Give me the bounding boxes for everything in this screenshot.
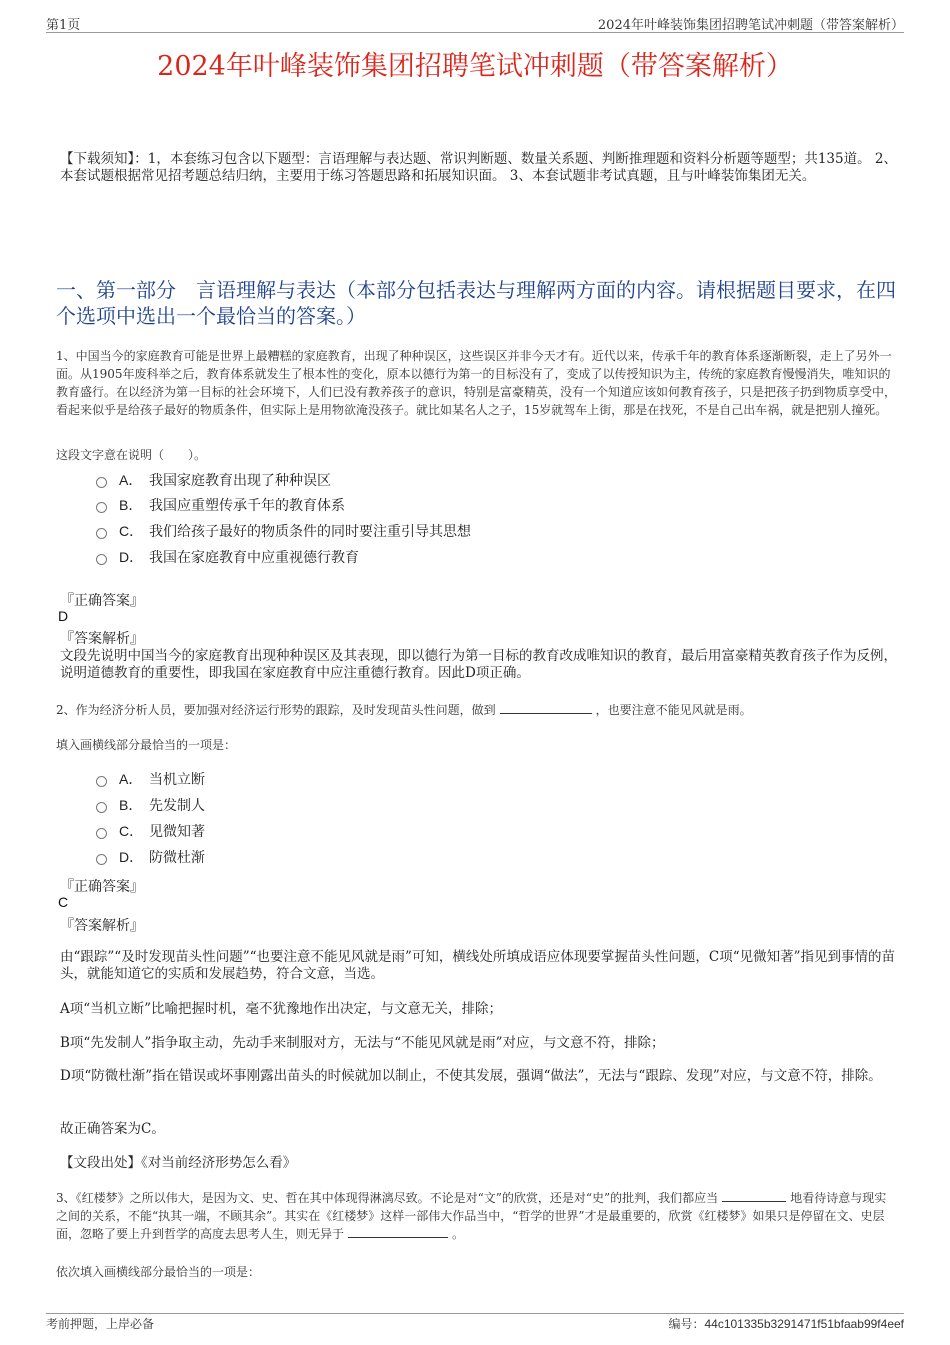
- document-code: 编号：44c101335b3291471f51bfaab99f4eef: [668, 1317, 904, 1331]
- radio-icon[interactable]: [96, 802, 107, 813]
- q2-option-d[interactable]: D． 防微杜渐: [96, 846, 205, 868]
- question-3-stem: 3、《红楼梦》之所以伟大，是因为文、史、哲在其中体现得淋漓尽致。不论是对“文”的欣赏，还是对“史”的批判，我们都应当 地看待诗意与现实之间的关系，不能“执其一端，不顾其余”。其实在《红楼梦》这样一部伟大作品当中，“哲学的世界”才是最重要的，欣赏《红楼梦》如果只是停留在文、史层面，忽略了要上升到哲学的高度去思考人生，则无异于 。: [56, 1191, 887, 1241]
- footer-divider: [46, 1313, 904, 1314]
- section-heading: 一、第一部分 言语理解与表达（本部分包括表达与理解两方面的内容。请根据题目要求，在四个选项中选出一个最恰当的答案。）: [56, 278, 896, 328]
- q1-option-b[interactable]: B． 我国应重塑传承千年的教育体系: [96, 494, 345, 516]
- q2-analysis-paragraph: 故正确答案为C。: [60, 1121, 165, 1137]
- question-1-stem: 1、中国当今的家庭教育可能是世界上最糟糕的家庭教育，出现了种种误区，这些误区并非今天才有。近代以来，传承千年的教育体系逐渐断裂，走上了另外一面。从1905年废科举之后，教育体系就发生了根本性的变化，原本以德行为第一的目标没有了，变成了以传授知识为主，传统的家庭教育慢慢消失，唯知识的教育盛行。在以经济为第一目标的社会环境下，人们已没有教养孩子的意识，特别是富豪精英，没有一个知道应该如何教育孩子，只是把孩子扔到物质享受中，看起来似乎是给孩子最好的物质条件，但实际上是用物欲淹没孩子。就比如某名人之子，15岁就驾车上街，那是在找死，不是自己出车祸，就是把别人撞死。: [56, 349, 897, 417]
- q1-option-a[interactable]: A． 我国家庭教育出现了种种误区: [96, 469, 331, 491]
- running-header-title: 2024年叶峰装饰集团招聘笔试冲刺题（带答案解析）: [597, 18, 904, 33]
- q2-analysis-paragraph: B项“先发制人”指争取主动，先动手来制服对方，无法与“不能见风就是雨”对应，与文意不符，排除；: [60, 1035, 665, 1051]
- download-notice: 【下载须知】：1，本套练习包含以下题型：言语理解与表达题、常识判断题、数量关系题、判断推理题和资料分析题等题型；共135道。 2、本套试题根据常见招考题总结归纳，主要用于练习答题思路和拓展知识面。 3、本套试题非考试真题，且与叶峰装饰集团无关。: [60, 151, 897, 184]
- q2-analysis-paragraph: 由“跟踪”“及时发现苗头性问题”“也要注意不能见风就是雨”可知，横线处所填成语应体现要掌握苗头性问题，C项“见微知著”指见到事情的苗头，就能知道它的实质和发展趋势，符合文意，当选。: [60, 949, 896, 982]
- q2-answer: C: [58, 894, 69, 910]
- question-2-stem: 2、作为经济分析人员，要加强对经济运行形势的跟踪，及时发现苗头性问题，做到 ，也要注意不能见风就是雨。: [56, 703, 752, 717]
- question-2-prompt: 填入画横线部分最恰当的一项是：: [56, 738, 237, 752]
- page-title: 2024年叶峰装饰集团招聘笔试冲刺题（带答案解析）: [157, 51, 793, 82]
- radio-icon[interactable]: [96, 828, 107, 839]
- radio-icon[interactable]: [96, 477, 107, 488]
- radio-icon[interactable]: [96, 776, 107, 787]
- radio-icon[interactable]: [96, 854, 107, 865]
- radio-icon[interactable]: [96, 528, 107, 539]
- page-number: 第1页: [46, 18, 81, 33]
- radio-icon[interactable]: [96, 554, 107, 565]
- header-divider: [46, 32, 904, 33]
- radio-icon[interactable]: [96, 502, 107, 513]
- q1-answer-label: 『正确答案』: [60, 593, 144, 609]
- q1-option-c[interactable]: C． 我们给孩子最好的物质条件的同时要注重引导其思想: [96, 520, 471, 542]
- q1-option-d[interactable]: D． 我国在家庭教育中应重视德行教育: [96, 546, 359, 568]
- q2-source: 【文段出处】《对当前经济形势怎么看》: [60, 1155, 297, 1171]
- q2-analysis-paragraph: D项“防微杜渐”指在错误或坏事刚露出苗头的时候就加以制止，不使其发展，强调“做法”，无法与“跟踪、发现”对应，与文意不符，排除。: [60, 1068, 882, 1084]
- question-3-prompt: 依次填入画横线部分最恰当的一项是：: [56, 1265, 261, 1279]
- q2-analysis-paragraph: A项“当机立断”比喻把握时机，毫不犹豫地作出决定，与文意无关，排除；: [60, 1001, 503, 1017]
- q1-answer: D: [58, 608, 69, 624]
- q1-analysis-label: 『答案解析』: [60, 631, 144, 647]
- answer-blank: [348, 1225, 448, 1238]
- q2-answer-label: 『正确答案』: [60, 879, 144, 895]
- q1-analysis: 文段先说明中国当今的家庭教育出现种种误区及其表现，即以德行为第一目标的教育改成唯知识的教育，最后用富豪精英教育孩子作为反例，说明道德教育的重要性，即我国在家庭教育中应注重德行教育。因此D项正确。: [60, 648, 897, 681]
- q2-option-c[interactable]: C． 见微知著: [96, 820, 205, 842]
- q2-option-a[interactable]: A． 当机立断: [96, 768, 205, 790]
- answer-blank: [500, 701, 592, 714]
- q2-analysis-label: 『答案解析』: [60, 918, 144, 934]
- answer-blank: [722, 1189, 786, 1202]
- footer-slogan: 考前押题，上岸必备: [46, 1317, 155, 1331]
- question-1-prompt: 这段文字意在说明（ ）。: [56, 448, 207, 462]
- q2-option-b[interactable]: B． 先发制人: [96, 794, 205, 816]
